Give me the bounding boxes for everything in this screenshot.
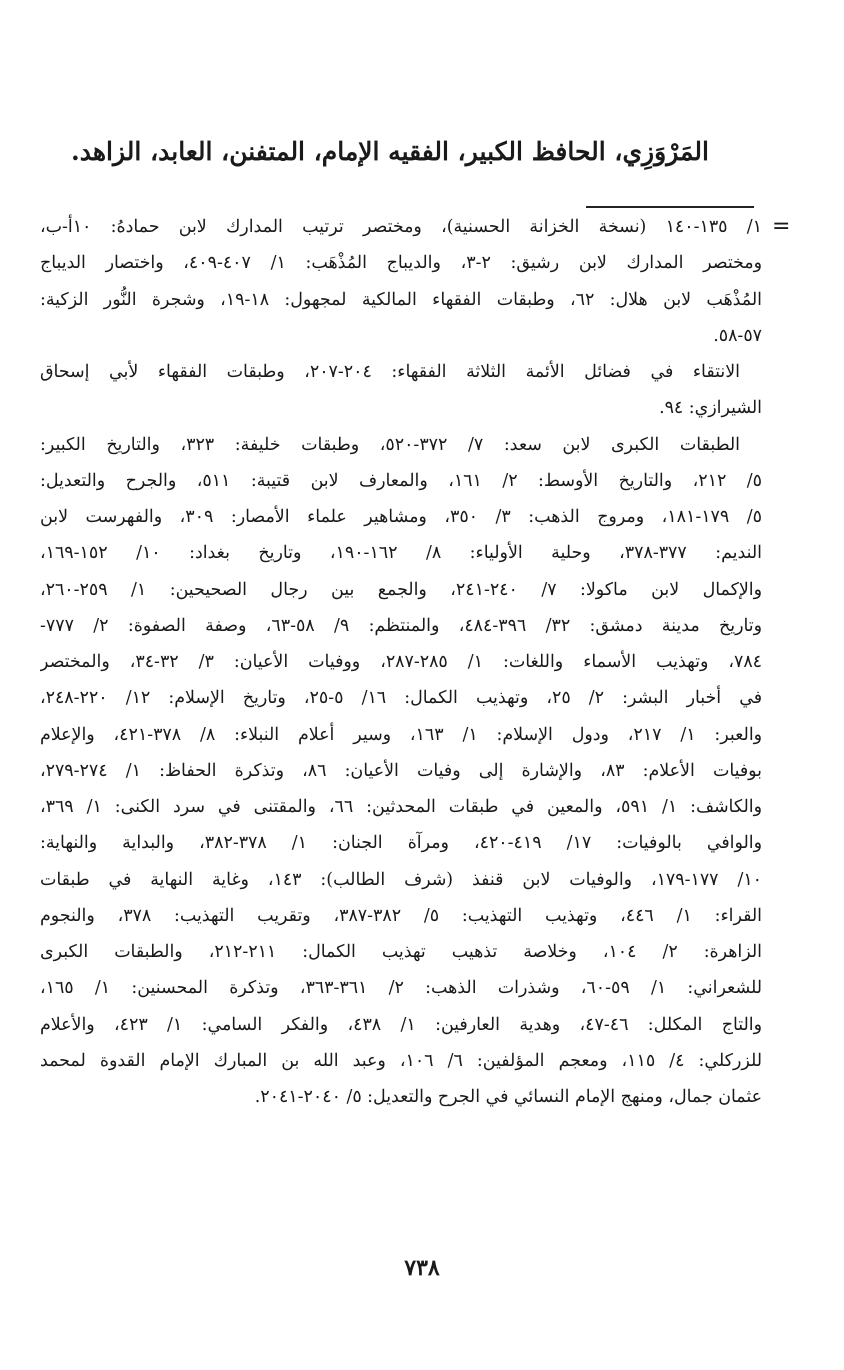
footnote-line: والإكمال لابن ماكولا: ٧/ ٢٤٠-٢٤١، والجمع بين رجال الصحيحين: ١/ ٢٥٩-٢٦٠،: [40, 579, 762, 600]
footnote-line: النديم: ٣٧٧-٣٧٨، وحلية الأولياء: ٨/ ١٦٢-١٩٠، وتاريخ بغداد: ١٠/ ١٥٢-١٦٩،: [40, 543, 762, 564]
footnote-line: للزركلي: ٤/ ١١٥، ومعجم المؤلفين: ٦/ ١٠٦، وعبد الله بن المبارك الإمام القدوة لمحمد: [40, 1050, 762, 1071]
footnote-line: ٥٧-٥٨.: [713, 325, 762, 346]
footnote-line: ٧٨٤، وتهذيب الأسماء واللغات: ١/ ٢٨٥-٢٨٧، ووفيات الأعيان: ٣/ ٣٢-٣٤، والمختصر: [40, 652, 762, 672]
footnote-line: والعبر: ١/ ٢١٧، ودول الإسلام: ١/ ١٦٣، وسير أعلام النبلاء: ٨/ ٣٧٨-٤٢١، والإعلام: [40, 724, 762, 745]
footnote-line: الزاهرة: ٢/ ١٠٤، وخلاصة تذهيب تهذيب الكمال: ٢١١-٢١٢، والطبقات الكبرى: [40, 942, 762, 962]
footnote-line: والكاشف: ١/ ٥٩١، والمعين في طبقات المحدثين: ٦٦، والمقتنى في سرد الكنى: ١/ ٣٦٩،: [40, 797, 762, 817]
footnote-line: ٥/ ٢١٢، والتاريخ الأوسط: ٢/ ١٦١، والمعارف لابن قتيبة: ٥١١، والجرح والتعديل:: [40, 470, 762, 491]
footnote-line: ١/ ١٣٥-١٤٠ (نسخة الخزانة الحسنية)، ومختصر ترتيب المدارك لابن حمادهُ: ١٠أ-ب،: [40, 217, 762, 237]
footnote-separator-rule: [586, 206, 754, 208]
footnote-line: في أخبار البشر: ٢/ ٢٥، وتهذيب الكمال: ١٦/ ٥-٢٥، وتاريخ الإسلام: ١٢/ ٢٢٠-٢٤٨،: [40, 688, 762, 709]
footnote-line: المُذْهَب لابن هلال: ٦٢، وطبقات الفقهاء المالكية لمجهول: ١٨-١٩، وشجرة النُّور الزكية:: [40, 289, 762, 310]
footnote-line: بوفيات الأعلام: ٨٣، والإشارة إلى وفيات الأعيان: ٨٦، وتذكرة الحفاظ: ١/ ٢٧٤-٢٧٩،: [40, 760, 762, 781]
footnote-line: القراء: ١/ ٤٤٦، وتهذيب التهذيب: ٥/ ٣٨٢-٣٨٧، وتقريب التهذيب: ٣٧٨، والنجوم: [40, 905, 762, 926]
footnote-paragraph: [40, 354, 762, 427]
footnote-line: ٥/ ١٧٩-١٨١، ومروج الذهب: ٣/ ٣٥٠، ومشاهير علماء الأمصار: ٣٠٩، والفهرست لابن: [40, 507, 762, 527]
biography-title-line: المَرْوَزِي، الحافظ الكبير، الفقيه الإمام، المتفنن، العابد، الزاهد.: [71, 137, 709, 166]
footnote-line: الانتقاء في فضائل الأئمة الثلاثة الفقهاء: ٢٠٤-٢٠٧، وطبقات الفقهاء لأبي إسحاق: [40, 362, 740, 382]
footnote-paragraph: [40, 427, 762, 1116]
footnote-line: ومختصر المدارك لابن رشيق: ٢-٣، والديباج المُذْهَب: ١/ ٤٠٧-٤٠٩، واختصار الديباج: [40, 253, 762, 274]
footnote-line: عثمان جمال، ومنهج الإمام النسائي في الجرح والتعديل: ٥/ ٢٠٤٠-٢٠٤١.: [254, 1087, 762, 1107]
footnote-line: للشعراني: ١/ ٥٩-٦٠، وشذرات الذهب: ٢/ ٣٦١-٣٦٣، وتذكرة المحسنين: ١/ ١٦٥،: [40, 978, 762, 999]
footnote-line: ١٠/ ١٧٧-١٧٩، والوفيات لابن قنفذ (شرف الطالب): ١٤٣، وغاية النهاية في طبقات: [40, 869, 762, 890]
footnote-line: والتاج المكلل: ٤٦-٤٧، وهدية العارفين: ١/ ٤٣٨، والفكر السامي: ١/ ٤٢٣، والأعلام: [40, 1014, 762, 1035]
footnote-line: والوافي بالوفيات: ١٧/ ٤١٩-٤٢٠، ومرآة الجنان: ١/ ٣٧٨-٣٨٢، والبداية والنهاية:: [40, 833, 762, 854]
footnote-continuation-marker: =: [772, 214, 791, 239]
page-number: ٧٣٨: [404, 1255, 440, 1281]
footnote-paragraph: [40, 209, 762, 354]
footnote-line: الشيرازي: ٩٤.: [659, 398, 762, 419]
footnote-line: وتاريخ مدينة دمشق: ٣٢/ ٣٩٦-٤٨٤، والمنتظم: ٩/ ٥٨-٦٣، وصفة الصفوة: ٢/ ٧٧٧-: [40, 615, 762, 636]
footnote-sources: [40, 209, 762, 1115]
footnote-line: الطبقات الكبرى لابن سعد: ٧/ ٣٧٢-٥٢٠، وطبقات خليفة: ٣٢٣، والتاريخ الكبير:: [40, 434, 740, 455]
